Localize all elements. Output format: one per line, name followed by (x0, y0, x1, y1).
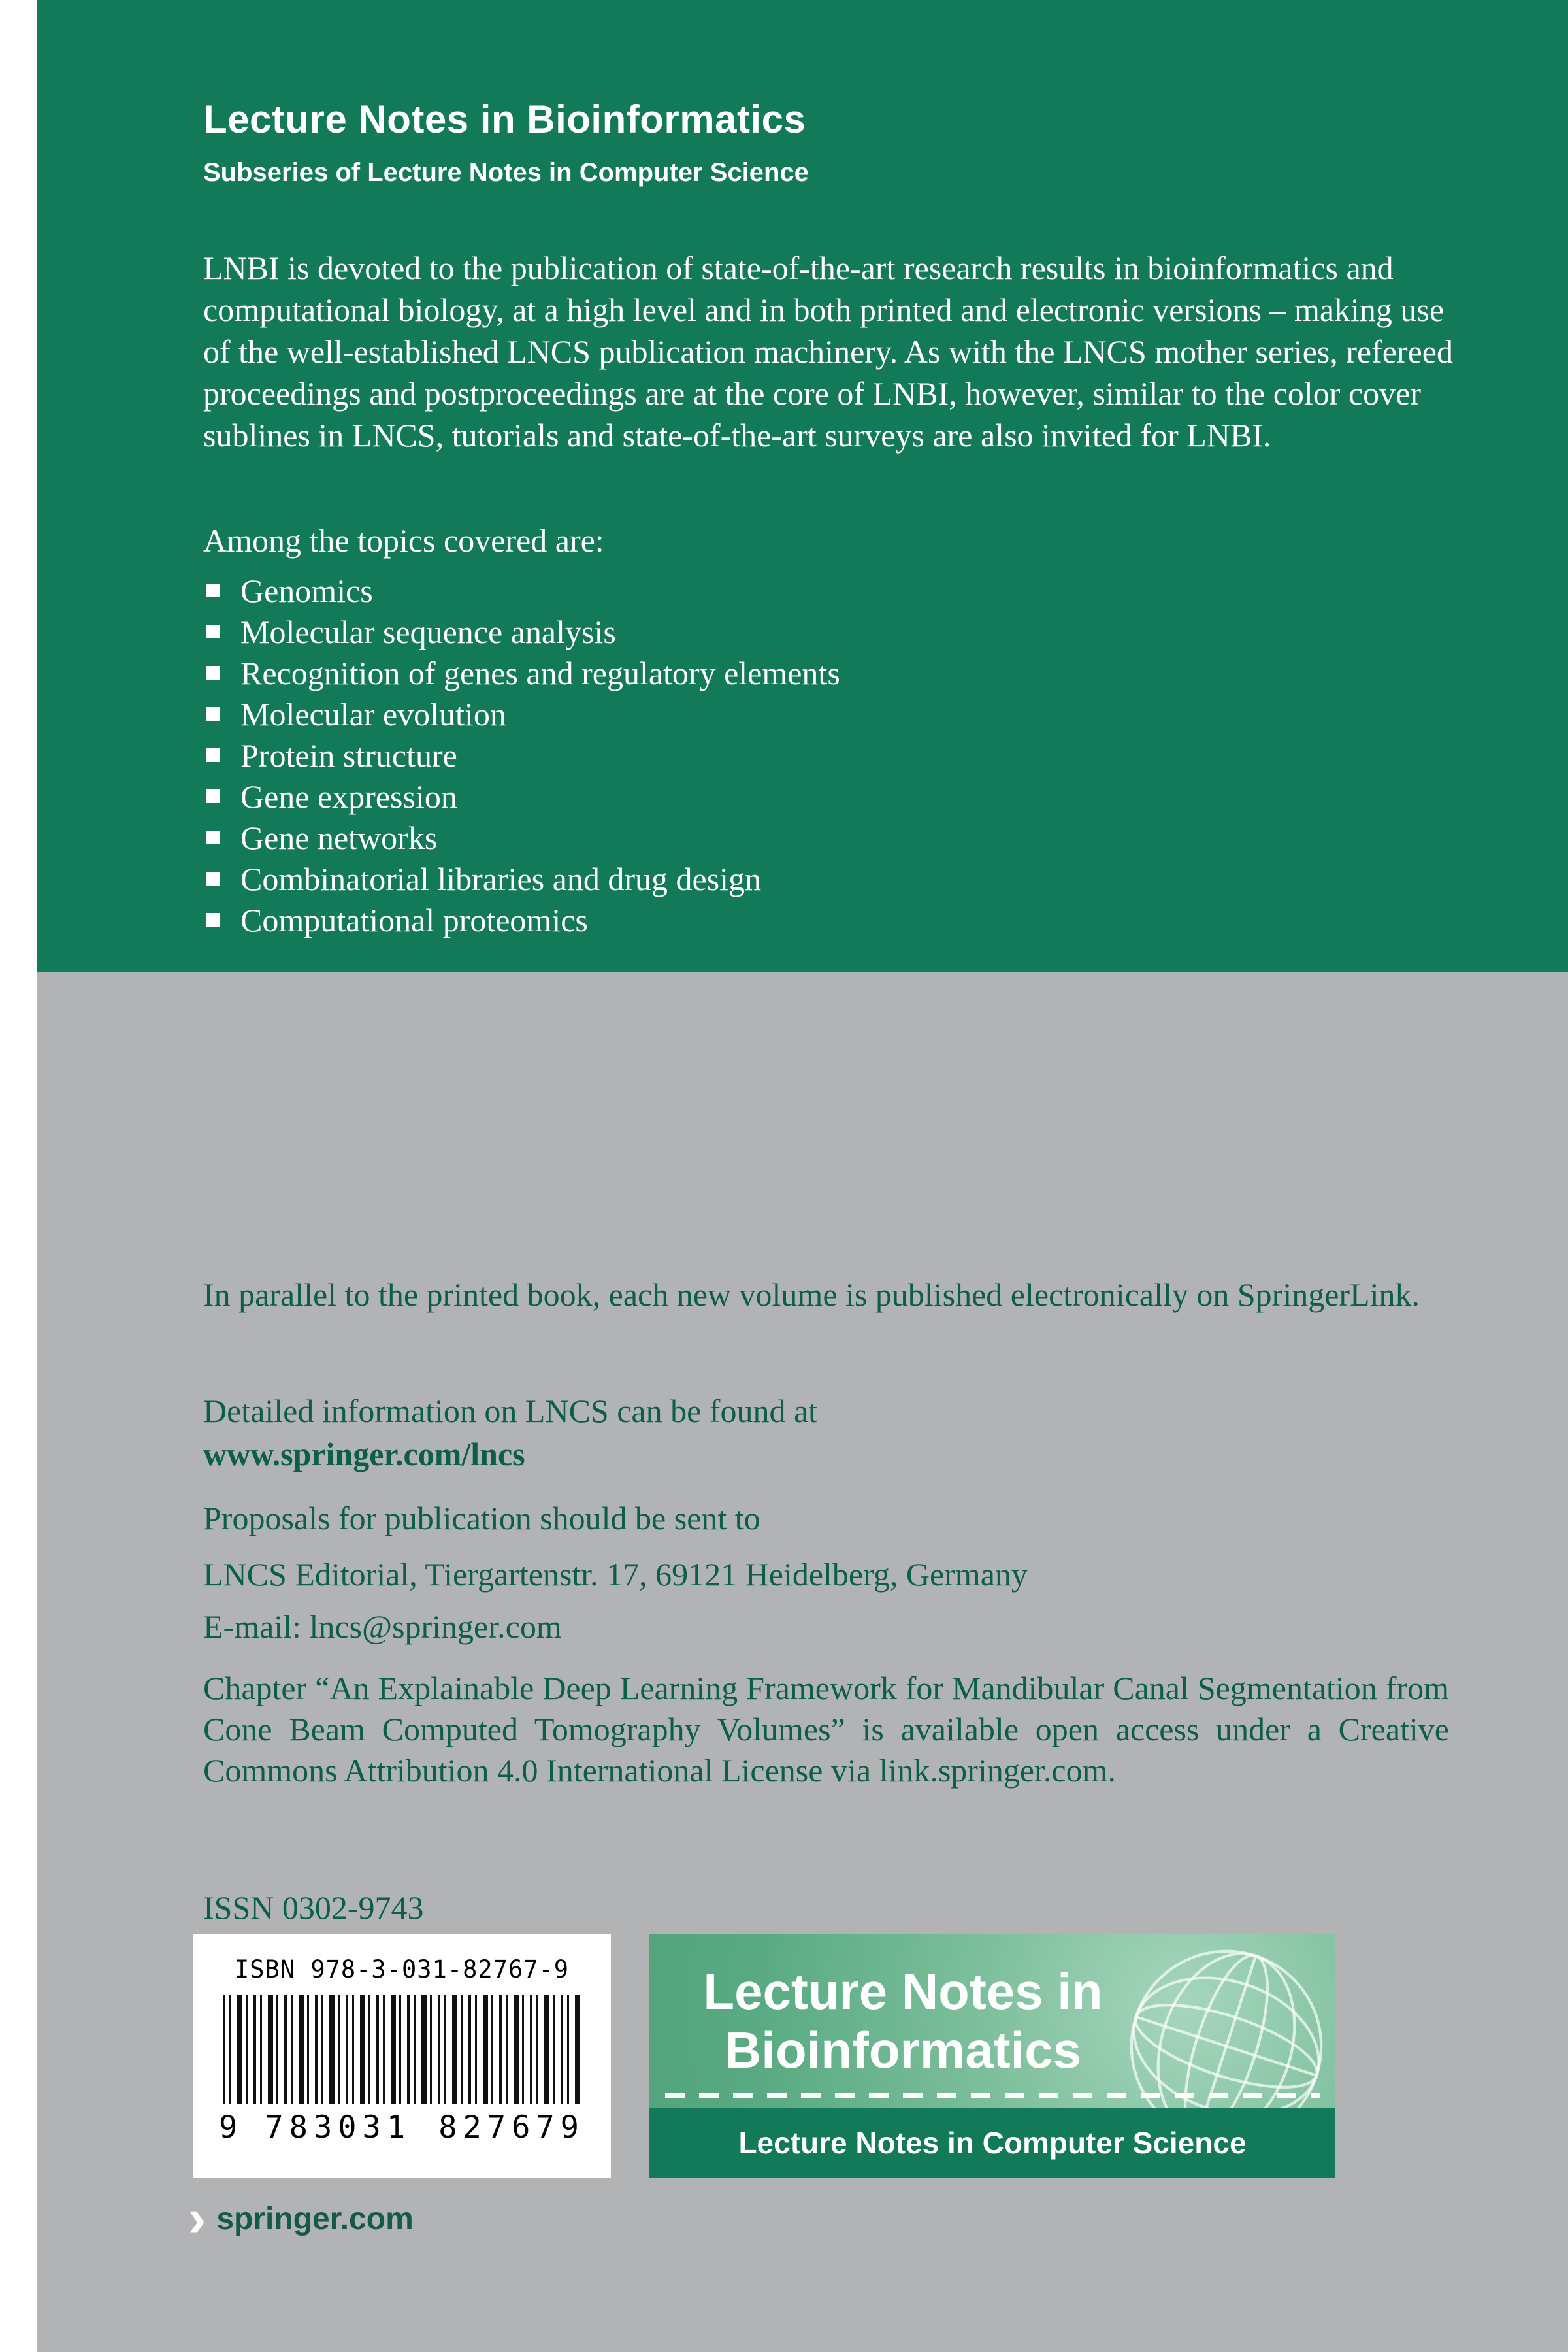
topic-label: Protein structure (240, 737, 457, 774)
isbn-barcode-box (193, 1934, 611, 2178)
topic-label: Gene networks (240, 819, 438, 856)
series-info-panel (37, 0, 1568, 972)
topic-label: Computational proteomics (240, 901, 588, 938)
square-bullet-icon (206, 584, 220, 597)
editorial-address: LNCS Editorial, Tiergartenstr. 17, 69121 Heidelberg, Germany (203, 1556, 1028, 1593)
detailed-info-line: Detailed information on LNCS can be found at (203, 1393, 818, 1429)
topic-item (206, 776, 840, 817)
topic-label: Recognition of genes and regulatory elements (240, 654, 840, 691)
logo-strip: Lecture Notes in Computer Science (649, 2108, 1335, 2178)
square-bullet-icon (206, 831, 220, 844)
editorial-email: E-mail: lncs@springer.com (203, 1608, 562, 1645)
topic-label: Combinatorial libraries and drug design (240, 860, 762, 897)
left-edge-strip (0, 0, 37, 2352)
topic-item (206, 611, 840, 652)
topic-item (206, 570, 840, 611)
logo-title-line1: Lecture Notes in (703, 1963, 1103, 2020)
barcode-bars (223, 1995, 581, 2104)
series-title: Lecture Notes in Bioinformatics (203, 97, 806, 141)
barcode-digit-group: 827679 (438, 2110, 585, 2145)
square-bullet-icon (206, 625, 220, 638)
barcode-digits (219, 2110, 585, 2145)
publisher-footer (188, 2189, 414, 2248)
lncs-url: www.springer.com/lncs (203, 1436, 525, 1472)
topics-list (206, 570, 840, 940)
chevron-right-icon: › (188, 2189, 206, 2248)
topic-item (206, 735, 840, 776)
series-description: LNBI is devoted to the publication of state-of-the-art research results in bioinformatics and computational biology, at a high level and in both printed and electronic versions – making use of the well-established LNCS publication machinery. As with the LNCS mother series, refereed proceedings and postproceedings are at the core of LNBI, however, similar to the color cover sublines in LNCS, tutorials and state-of-the-art surveys are also invited for LNBI. (203, 250, 1453, 454)
logo-title (660, 1962, 1146, 2079)
square-bullet-icon (206, 913, 220, 927)
barcode-digit-group: 783031 (265, 2110, 412, 2145)
parallel-publication-note: In parallel to the printed book, each new volume is published electronically on SpringerLink. (203, 1276, 1420, 1313)
square-bullet-icon (206, 872, 220, 886)
springer-site-label: springer.com (216, 2201, 414, 2236)
open-access-note: Chapter “An Explainable Deep Learning Framework for Mandibular Canal Segmentation from Cone Beam Computed Tomography Volumes” is available open access under a Creative Commons Attribution 4.0 International License via link.springer.com. (203, 1670, 1449, 1789)
logo-title-line2: Bioinformatics (724, 2021, 1082, 2079)
series-logo-box (649, 1934, 1335, 2178)
topic-item (206, 817, 840, 858)
square-bullet-icon (206, 748, 220, 762)
dashed-divider (665, 2093, 1320, 2098)
square-bullet-icon (206, 789, 220, 803)
topic-label: Gene expression (240, 778, 457, 815)
series-subtitle: Subseries of Lecture Notes in Computer Science (203, 158, 809, 187)
proposals-line: Proposals for publication should be sent to (203, 1500, 760, 1536)
square-bullet-icon (206, 666, 220, 680)
isbn-label: ISBN 978-3-031-82767-9 (234, 1955, 570, 1983)
square-bullet-icon (206, 707, 220, 721)
issn-number: ISSN 0302-9743 (203, 1889, 424, 1926)
topic-label: Molecular evolution (240, 695, 506, 733)
topic-label: Genomics (240, 572, 373, 609)
barcode-digit-left: 9 (219, 2110, 238, 2145)
topic-label: Molecular sequence analysis (240, 613, 616, 650)
topic-item (206, 899, 840, 940)
topic-item (206, 693, 840, 735)
topic-item (206, 652, 840, 693)
topic-item (206, 858, 840, 899)
topics-heading: Among the topics covered are: (203, 522, 604, 559)
